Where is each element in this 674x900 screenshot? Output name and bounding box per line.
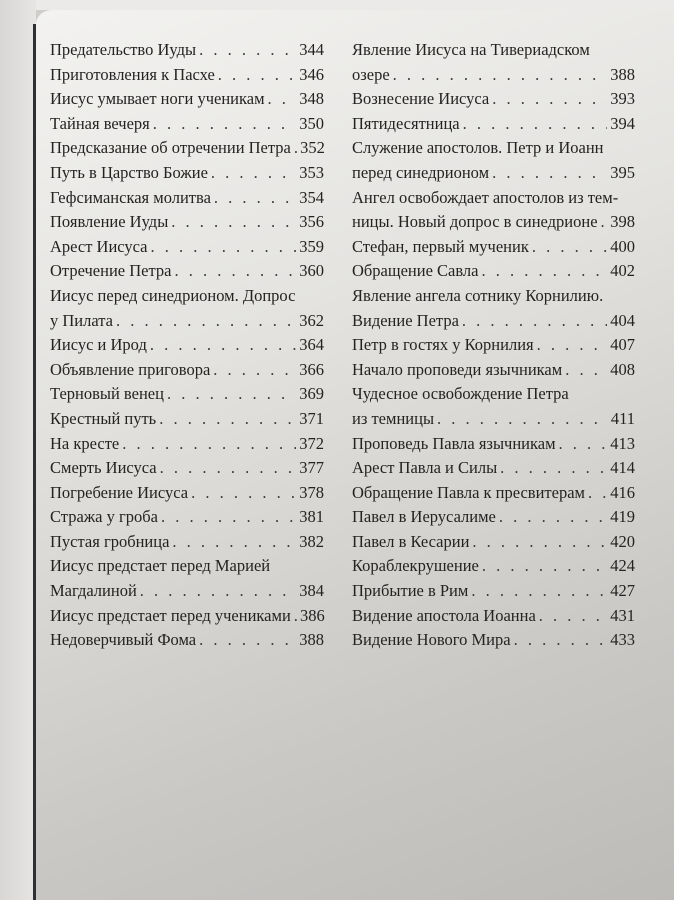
toc-entry <box>50 112 324 137</box>
toc-entry <box>50 210 324 235</box>
dot-leader <box>479 554 607 579</box>
toc-entry-title: На кресте <box>50 433 120 453</box>
toc-left-column <box>50 38 324 653</box>
toc-entry-row <box>352 554 635 579</box>
toc-entry-title: Кораблекрушение <box>352 556 479 576</box>
toc-entry <box>50 136 324 161</box>
toc-entry-page-number: 407 <box>610 335 635 355</box>
toc-entry-page-number: 398 <box>610 212 635 232</box>
toc-entry-page-number: 346 <box>299 64 324 84</box>
dot-leader <box>598 210 607 235</box>
toc-entry-row <box>50 210 324 235</box>
toc-entry-title-line1: Явление ангела сотнику Корнилию. <box>352 285 604 305</box>
toc-entry-row <box>50 579 324 604</box>
toc-entry-title: Появление Иуды <box>50 212 169 232</box>
toc-entry <box>352 186 635 235</box>
toc-entry-page-number: 344 <box>299 40 324 59</box>
toc-entry-page-number: 388 <box>610 64 635 84</box>
toc-entry-title-line1: Иисус перед синедрионом. Допрос <box>50 285 296 305</box>
toc-entry-page-number: 413 <box>610 433 635 453</box>
toc-entry-page-number: 360 <box>299 261 324 281</box>
toc-entry-row <box>50 112 324 137</box>
toc-entry <box>50 382 324 407</box>
toc-entry-title: Крестный путь <box>50 408 157 428</box>
toc-entry-page-number: 378 <box>299 482 324 502</box>
toc-entry-page-number: 366 <box>299 359 324 379</box>
toc-entry-page-number: 362 <box>299 310 324 330</box>
toc-entry <box>50 604 324 629</box>
toc-entry-row <box>50 333 324 358</box>
toc-entry-row <box>352 407 635 432</box>
toc-entry-title: Видение апостола Иоанна <box>352 605 536 625</box>
book-spine-shadow <box>33 24 36 900</box>
toc-entry-row <box>50 628 324 653</box>
dot-leader <box>137 579 296 604</box>
dot-leader <box>171 259 296 284</box>
dot-leader <box>168 210 296 235</box>
toc-entry <box>352 481 635 506</box>
toc-entry <box>50 161 324 186</box>
toc-entry-page-number: 350 <box>299 113 324 133</box>
toc-entry-title: Предательство Иуды <box>50 40 197 59</box>
toc-entry-row <box>352 358 635 383</box>
toc-entry-row <box>352 530 635 555</box>
toc-entry-row <box>352 481 635 506</box>
dot-leader <box>148 235 296 260</box>
dot-leader <box>511 628 607 653</box>
toc-entry-row <box>352 628 635 653</box>
toc-entry <box>50 456 324 481</box>
toc-entry-title: перед синедрионом <box>352 162 490 182</box>
toc-entry-row <box>352 63 635 88</box>
toc-entry-title: Предсказание об отречении Петра <box>50 138 291 158</box>
dot-leader <box>215 63 296 88</box>
toc-entry <box>50 284 324 333</box>
toc-entry <box>352 284 635 333</box>
toc-entry <box>352 382 635 431</box>
toc-entry <box>50 530 324 555</box>
toc-entry-row <box>50 309 324 334</box>
toc-entry <box>50 407 324 432</box>
dot-leader <box>534 333 607 358</box>
toc-entry <box>50 628 324 653</box>
toc-entry-title: Недоверчивый Фома <box>50 630 197 650</box>
toc-entry-row <box>352 210 635 235</box>
toc-entry <box>352 530 635 555</box>
toc-entry-title: Пустая гробница <box>50 531 170 551</box>
dot-leader <box>478 259 607 284</box>
dot-leader <box>489 87 607 112</box>
dot-leader <box>497 456 607 481</box>
toc-entry-row <box>50 505 324 530</box>
toc-entry <box>352 358 635 383</box>
toc-entry-row <box>50 63 324 88</box>
toc-entry-title: Павел в Иерусалиме <box>352 507 496 527</box>
dot-leader <box>210 358 296 383</box>
toc-entry <box>50 554 324 603</box>
toc-entry <box>50 505 324 530</box>
toc-entry <box>352 87 635 112</box>
toc-entry-page-number: 394 <box>610 113 635 133</box>
toc-entry-title: Терновый венец <box>50 384 164 404</box>
toc-entry-title-line1: Ангел освобождает апостолов из тем- <box>352 187 619 207</box>
toc-entry-row <box>50 259 324 284</box>
toc-entry-page-number: 424 <box>610 556 635 576</box>
toc-entry-title: Стефан, первый мученик <box>352 236 529 256</box>
toc-entry-title: Гефсиманская молитва <box>50 187 211 207</box>
dot-leader <box>169 530 296 555</box>
toc-entry-title: Видение Петра <box>352 310 459 330</box>
toc-entry-row <box>50 604 324 629</box>
toc-entry-page-number: 431 <box>610 605 635 625</box>
toc-entry-page-number: 416 <box>610 482 635 502</box>
toc-entry-page-number: 381 <box>299 507 324 527</box>
toc-entry-page-number: 354 <box>299 187 324 207</box>
toc-entry-row <box>50 432 324 457</box>
toc-entry <box>50 186 324 211</box>
toc-entry-page-number: 353 <box>299 162 324 182</box>
toc-entry-row <box>352 456 635 481</box>
toc-entry <box>352 456 635 481</box>
toc-entry-row <box>352 604 635 629</box>
toc-entry-page-number: 386 <box>300 605 325 625</box>
dot-leader <box>156 407 296 432</box>
toc-entry-row <box>50 87 324 112</box>
toc-entry-title-line1: Чудесное освобождение Петра <box>352 384 569 404</box>
toc-entry-page-number: 377 <box>299 458 324 478</box>
dot-leader <box>265 87 296 112</box>
dot-leader <box>562 358 607 383</box>
toc-entry <box>50 333 324 358</box>
toc-entry <box>50 87 324 112</box>
toc-entry-page-number: 364 <box>299 335 324 355</box>
toc-entry <box>352 505 635 530</box>
dot-leader <box>556 432 607 457</box>
dot-leader <box>390 63 607 88</box>
toc-entry-title: Тайная вечеря <box>50 113 150 133</box>
toc-entry-row <box>50 358 324 383</box>
toc-entry-row <box>352 333 635 358</box>
toc-entry-row <box>352 579 635 604</box>
toc-entry-page-number: 419 <box>610 507 635 527</box>
dot-leader <box>496 505 607 530</box>
toc-entry-row <box>352 161 635 186</box>
toc-entry-title: Видение Нового Мира <box>352 630 511 650</box>
toc-entry-row <box>50 235 324 260</box>
toc-entry-title-line1: Служение апостолов. Петр и Иоанн <box>352 138 604 158</box>
dot-leader <box>147 333 296 358</box>
toc-entry-row <box>352 259 635 284</box>
toc-entry <box>50 358 324 383</box>
toc-entry-title-line1: Иисус предстает перед Марией <box>50 556 271 576</box>
toc-entry-title: Погребение Иисуса <box>50 482 189 502</box>
toc-entry-page-number: 388 <box>299 630 324 650</box>
dot-leader <box>188 481 296 506</box>
toc-entry <box>352 112 635 137</box>
toc-entry-title: озере <box>352 64 390 84</box>
toc-entry <box>50 481 324 506</box>
dot-leader <box>164 382 296 407</box>
toc-entry-row <box>50 382 324 407</box>
previous-page-edge <box>0 0 36 900</box>
toc-entry-title: Петр в гостях у Корнилия <box>352 335 534 355</box>
toc-entry-title: Проповедь Павла язычникам <box>352 433 556 453</box>
toc-entry <box>352 579 635 604</box>
toc-entry-title: у Пилата <box>50 310 113 330</box>
toc-entry-page-number: 414 <box>610 458 635 478</box>
toc-entry-title: Прибытие в Рим <box>352 581 469 601</box>
toc-entry-page-number: 369 <box>299 384 324 404</box>
toc-entry-title: Иисус умывает ноги ученикам <box>50 89 265 109</box>
toc-entry-title: Пятидесятница <box>352 113 460 133</box>
toc-entry-row <box>352 505 635 530</box>
dot-leader <box>585 481 607 506</box>
toc-right-column <box>352 38 635 653</box>
toc-entry-page-number: 395 <box>610 162 635 182</box>
toc-entry-row <box>352 309 635 334</box>
toc-entry <box>50 63 324 88</box>
dot-leader <box>119 432 296 457</box>
toc-entry-row <box>50 136 324 161</box>
dot-leader <box>460 112 607 137</box>
toc-entry <box>352 604 635 629</box>
toc-entry-page-number: 348 <box>299 89 324 109</box>
dot-leader <box>459 309 607 334</box>
toc-entry-page-number: 372 <box>299 433 324 453</box>
toc-entry <box>352 235 635 260</box>
toc-entry-title-line1: Явление Иисуса на Тивериадском <box>352 40 590 59</box>
toc-entry-title: Стража у гроба <box>50 507 158 527</box>
dot-leader <box>157 456 296 481</box>
toc-entry <box>352 38 635 87</box>
toc-entry-row <box>50 38 324 63</box>
dot-leader <box>529 235 607 260</box>
toc-entry-title: из темницы <box>352 408 435 428</box>
dot-leader <box>158 505 296 530</box>
toc-entry-page-number: 427 <box>610 581 635 601</box>
toc-entry-page-number: 433 <box>610 630 635 650</box>
toc-entry-page-number: 404 <box>610 310 635 330</box>
toc-entry-title: ницы. Новый допрос в синедрионе <box>352 212 598 232</box>
toc-entry-page-number: 393 <box>610 89 635 109</box>
toc-entry-title: Обращение Павла к пресвитерам <box>352 482 585 502</box>
toc-entry <box>50 432 324 457</box>
toc-entry-row <box>352 112 635 137</box>
toc-entry-page-number: 356 <box>299 212 324 232</box>
toc-entry-page-number: 384 <box>299 581 324 601</box>
toc-entry <box>352 333 635 358</box>
toc-entry-page-number: 408 <box>610 359 635 379</box>
dot-leader <box>150 112 296 137</box>
toc-entry-page-number: 352 <box>300 138 325 158</box>
toc-entry <box>352 432 635 457</box>
toc-entry-title: Арест Иисуса <box>50 236 148 256</box>
toc-entry-page-number: 400 <box>610 236 635 256</box>
toc-entry-title: Отречение Петра <box>50 261 172 281</box>
dot-leader <box>536 604 607 629</box>
toc-entry-title: Иисус и Ирод <box>50 335 147 355</box>
toc-entry-row <box>50 407 324 432</box>
toc-entry-row <box>50 530 324 555</box>
toc-entry-row <box>50 161 324 186</box>
toc-entry-title: Магдалиной <box>50 581 137 601</box>
toc-entry-title: Вознесение Иисуса <box>352 89 490 109</box>
dot-leader <box>489 161 607 186</box>
toc-entry-page-number: 411 <box>610 408 635 428</box>
toc-entry <box>50 259 324 284</box>
dot-leader <box>468 579 607 604</box>
toc-entry-page-number: 359 <box>299 236 324 256</box>
toc-entry-row <box>352 87 635 112</box>
toc-entry <box>352 628 635 653</box>
dot-leader <box>113 309 296 334</box>
dot-leader <box>211 186 296 211</box>
toc-entry-page-number: 420 <box>610 531 635 551</box>
dot-leader <box>434 407 607 432</box>
toc-entry <box>50 38 324 63</box>
dot-leader <box>208 161 296 186</box>
toc-entry-title: Смерть Иисуса <box>50 458 157 478</box>
toc-entry-title: Объявление приговора <box>50 359 211 379</box>
toc-entry <box>352 554 635 579</box>
toc-entry <box>352 136 635 185</box>
background-surface <box>0 0 674 10</box>
toc-entry-row <box>352 235 635 260</box>
toc-entry <box>352 259 635 284</box>
toc-entry-title: Павел в Кесарии <box>352 531 470 551</box>
toc-entry-page-number: 402 <box>610 261 635 281</box>
toc-entry-page-number: 382 <box>299 531 324 551</box>
toc-entry <box>50 235 324 260</box>
toc-entry-title: Обращение Савла <box>352 261 479 281</box>
toc-entry-row <box>50 456 324 481</box>
toc-entry-title: Путь в Царство Божие <box>50 162 208 182</box>
toc-entry-page-number: 371 <box>299 408 324 428</box>
dot-leader <box>469 530 607 555</box>
toc-entry-title: Арест Павла и Силы <box>352 458 498 478</box>
toc-entry-title: Иисус предстает перед учениками <box>50 605 291 625</box>
toc-entry-title: Начало проповеди язычникам <box>352 359 563 379</box>
toc-entry-row <box>352 432 635 457</box>
dot-leader <box>196 628 296 653</box>
toc-entry-row <box>50 186 324 211</box>
toc-entry-row <box>50 481 324 506</box>
dot-leader <box>196 38 296 63</box>
toc-entry-title: Приготовления к Пасхе <box>50 64 215 84</box>
